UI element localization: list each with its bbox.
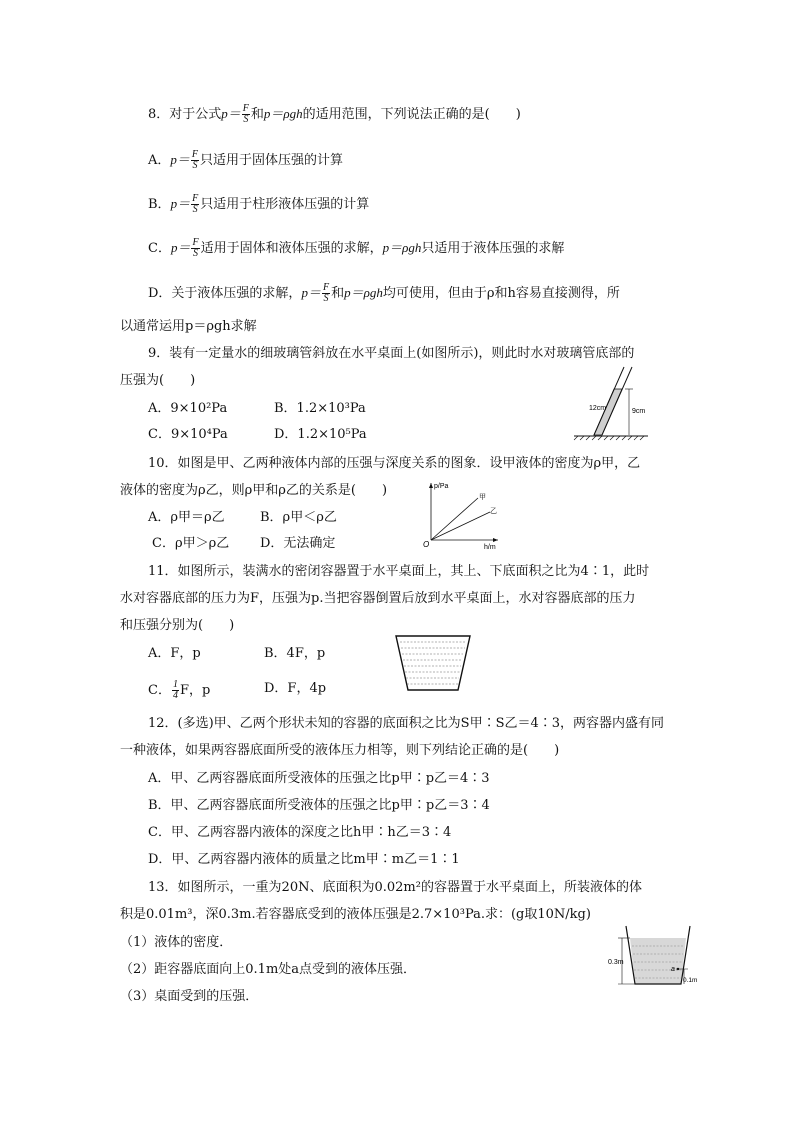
container-outline	[396, 636, 470, 690]
line-yi	[431, 512, 490, 540]
origin-label: O	[423, 540, 430, 549]
fraction-numerator: F	[322, 282, 330, 293]
q8-stem-prefix: 8．对于公式	[148, 107, 222, 122]
point-a-label: a	[671, 966, 675, 973]
q10-option-c: C．ρ甲＞ρ乙	[152, 536, 230, 551]
q12-option-c: C．甲、乙两容器内液体的深度之比h甲∶h乙＝3∶4	[148, 825, 452, 840]
q10-stem-line1: 10．如图是甲、乙两种液体内部的压强与深度关系的图象．设甲液体的密度为ρ甲，乙	[148, 456, 641, 471]
option-label: B．	[148, 197, 171, 212]
q10-option-d: D．无法确定	[260, 536, 336, 551]
fraction	[191, 238, 199, 259]
fraction-denominator: 4	[172, 690, 178, 701]
option-label: C．	[148, 241, 171, 256]
jia-label: 甲	[479, 494, 486, 501]
q9-option-b: B．1.2×10³Pa	[274, 401, 366, 416]
line-jia	[431, 498, 478, 540]
fraction-denominator: S	[193, 248, 199, 259]
option-label: A．	[148, 153, 171, 168]
option-text: 只适用于柱形液体压强的计算	[200, 197, 370, 212]
option-text: 和	[331, 286, 345, 301]
q8-option-c	[148, 238, 564, 259]
q10-option-b: B．ρ甲＜ρ乙	[260, 510, 337, 525]
fraction-numerator: 1	[172, 679, 178, 690]
water-in-tube	[594, 389, 622, 435]
yi-label: 乙	[490, 508, 497, 515]
height-label: 0.1m	[683, 977, 698, 984]
formula: p＝	[170, 196, 191, 211]
q13-container-figure	[608, 924, 700, 990]
q11-option-a: A．F，p	[148, 646, 201, 661]
fraction-numerator: F	[242, 103, 249, 114]
option-label: C．	[148, 683, 171, 698]
option-text: 适用于固体和液体压强的求解，	[200, 241, 383, 256]
q8-formula-1: p＝	[221, 106, 241, 121]
q11-option-c	[148, 680, 210, 701]
q11-container-figure	[392, 634, 474, 694]
formula: p＝ρgh	[382, 240, 422, 255]
fraction-denominator: S	[243, 114, 249, 125]
q9-option-c: C．9×10⁴Pa	[148, 427, 228, 442]
option-label: D．关于液体压强的求解，	[148, 286, 302, 301]
tube-left-wall	[594, 367, 624, 435]
q8-fraction	[242, 104, 250, 125]
q11-stem-line1: 11．如图所示，装满水的密闭容器置于水平桌面上，其上、下底面积之比为4∶1，此时	[148, 564, 650, 579]
q9-option-a: A．9×10²Pa	[148, 401, 228, 416]
fraction	[191, 150, 199, 171]
q11-option-b: B．4F，p	[264, 646, 326, 661]
q9-tube-figure	[572, 365, 652, 441]
fraction-numerator: F	[192, 193, 199, 204]
q13-sub2: （2）距容器底面向上0.1m处a点受到的液体压强．	[120, 962, 417, 977]
q8-option-a	[148, 150, 343, 171]
option-text: 均可使用，但由于ρ和h容易直接测得，所	[382, 286, 620, 301]
option-text: 只适用于固体压强的计算	[200, 153, 344, 168]
q8-option-d	[148, 283, 620, 304]
q10-option-a: A．ρ甲＝ρ乙	[148, 510, 225, 525]
q8-stem-suffix: 的适用范围，下列说法正确的是( )	[302, 107, 521, 122]
length-label: 12cm	[589, 405, 607, 412]
q8-stem	[148, 104, 521, 125]
q12-stem-line1: 12．(多选)甲、乙两个形状未知的容器的底面积之比为S甲∶S乙＝4∶3，两容器内盛有同	[148, 716, 665, 731]
q11-option-d: D．F，4p	[264, 681, 327, 696]
x-axis-label: h/m	[484, 544, 496, 550]
q9-stem-line1: 9．装有一定量水的细玻璃管斜放在水平桌面上(如图所示)，则此时水对玻璃管底部的	[148, 346, 635, 361]
q8-stem-mid: 和	[250, 107, 264, 122]
fraction	[322, 283, 330, 304]
q9-option-d: D．1.2×10⁵Pa	[274, 427, 367, 442]
q8-formula-2: p＝ρgh	[263, 106, 303, 121]
q12-option-b: B．甲、乙两容器底面所受液体的压强之比p甲∶p乙＝3∶4	[148, 798, 490, 813]
fraction-numerator: F	[192, 237, 199, 248]
q10-pressure-depth-graph	[422, 478, 502, 550]
option-text: 只适用于液体压强的求解	[421, 241, 565, 256]
formula: p＝	[301, 285, 321, 300]
q13-sub1: （1）液体的密度．	[120, 935, 233, 950]
formula: p＝	[170, 240, 191, 255]
q8-option-d-line2: 以通常运用p＝ρgh求解	[120, 319, 257, 334]
q11-stem-line2: 水对容器底部的压力为F，压强为p.当把容器倒置后放到水平桌面上，水对容器底部的压力	[120, 591, 636, 606]
height-label: 9cm	[632, 408, 646, 415]
q10-stem-line2: 液体的密度为ρ乙，则ρ甲和ρ乙的关系是( )	[120, 483, 388, 498]
y-axis-label: p/Pa	[434, 483, 449, 490]
q11-stem-line3: 和压强分别为( )	[120, 618, 235, 633]
q13-stem-line1: 13．如图所示，一重为20N、底面积为0.02m²的容器置于水平桌面上，所装液体的体	[148, 880, 642, 895]
fraction-denominator: S	[323, 293, 329, 304]
fraction-numerator: F	[191, 149, 199, 160]
formula: p＝ρgh	[344, 285, 383, 300]
q12-option-d: D．甲、乙两容器内液体的质量之比m甲∶m乙＝1∶1	[148, 852, 460, 867]
formula: p＝	[170, 152, 190, 167]
tube-right-wall	[602, 367, 632, 435]
depth-label: 0.3m	[608, 959, 624, 966]
liquid	[630, 938, 686, 984]
q8-option-b	[148, 194, 369, 215]
q9-stem-line2: 压强为( )	[120, 373, 196, 388]
fraction-denominator: S	[192, 204, 198, 215]
q12-option-a: A．甲、乙两容器底面所受液体的压强之比p甲∶p乙＝4∶3	[148, 771, 490, 786]
fraction-denominator: S	[192, 160, 198, 171]
q13-sub3: （3）桌面受到的压强．	[120, 989, 259, 1004]
option-text: F，p	[179, 683, 211, 698]
q13-stem-line2: 积是0.01m³，深0.3m.若容器底受到的液体压强是2.7×10³Pa.求：(g取10N/kg)	[120, 907, 591, 922]
fraction	[191, 194, 199, 215]
fraction	[172, 680, 179, 701]
q12-stem-line2: 一种液体，如果两容器底面所受的液体压力相等，则下列结论正确的是( )	[120, 743, 560, 758]
